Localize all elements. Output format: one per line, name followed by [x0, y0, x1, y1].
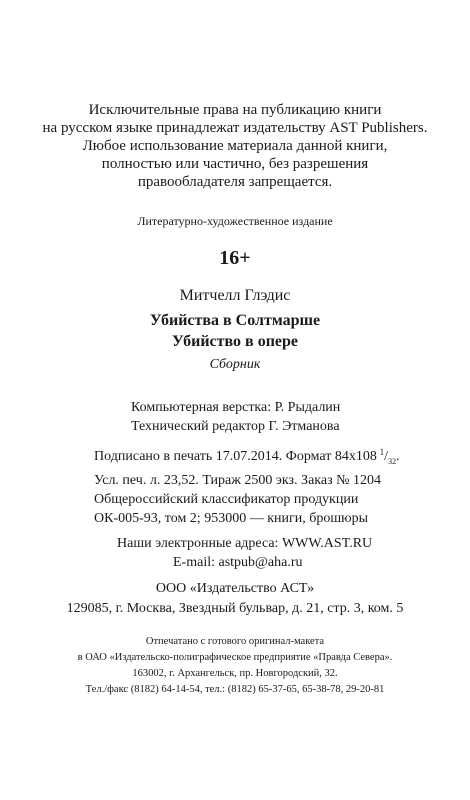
format-slash: / — [384, 449, 389, 464]
print-signed-text: Подписано в печать 17.07.2014. Формат 84x108 — [94, 449, 377, 464]
title-1: Убийства в Солтмарше — [149, 312, 321, 329]
tech-editor-credit: Технический редактор Г. Этманова — [131, 419, 340, 434]
email-address: E-mail: astpub@aha.ru — [173, 555, 303, 570]
staff-credits — [131, 398, 340, 436]
printer-line: 163002, г. Архангельск, пр. Новгородский, 32. — [132, 668, 338, 679]
rights-line: правообладателя запрещается. — [137, 174, 333, 190]
publisher-name: ООО «Издательство АСТ» — [155, 581, 315, 596]
publisher-address: 129085, г. Москва, Звездный бульвар, д. 21, стр. 3, ком. 5 — [66, 601, 404, 616]
edition-type: Литературно-художественное издание — [137, 214, 333, 228]
age-rating: 16+ — [219, 247, 251, 269]
rights-line: на русском языке принадлежат издательству AST Publishers. — [42, 120, 428, 136]
product-classifier — [94, 490, 368, 528]
classifier-line: Общероссийский классификатор продукции — [94, 492, 359, 507]
web-address: Наши электронные адреса: WWW.AST.RU — [117, 536, 373, 551]
print-run-line: Усл. печ. л. 23,52. Тираж 2500 экз. Заказ № 1204 — [94, 472, 381, 488]
rights-line: Любое использование материала данной книги, — [82, 138, 388, 154]
printer-info — [0, 634, 470, 698]
collection-label: Сборник — [209, 357, 261, 372]
print-info — [94, 443, 400, 490]
author-name: Митчелл Глэдис — [179, 287, 291, 304]
web-contacts — [117, 534, 372, 572]
printer-line: Тел./факс (8182) 64-14-54, тел.: (8182) 65-37-65, 65-38-78, 29-20-81 — [85, 684, 385, 695]
printer-line: в ОАО «Издательско-полиграфическое предприятие «Правда Севера». — [77, 652, 393, 663]
rights-line: Исключительные права на публикацию книги — [88, 102, 382, 118]
book-titles — [0, 310, 470, 352]
title-2: Убийство в опере — [171, 333, 299, 350]
rights-notice — [0, 101, 470, 191]
printer-line: Отпечатано с готового оригинал-макета — [145, 636, 325, 647]
format-numerator: 1 — [379, 447, 385, 457]
rights-line: полностью или частично, без разрешения — [101, 156, 369, 172]
print-signed-line — [94, 443, 400, 471]
publisher-info — [0, 579, 470, 619]
classifier-line: ОК-005-93, том 2; 953000 — книги, брошюры — [94, 511, 368, 526]
format-suffix: . — [396, 449, 400, 464]
format-denominator: 32 — [388, 456, 397, 466]
layout-credit: Компьютерная верстка: Р. Рыдалин — [131, 400, 341, 415]
